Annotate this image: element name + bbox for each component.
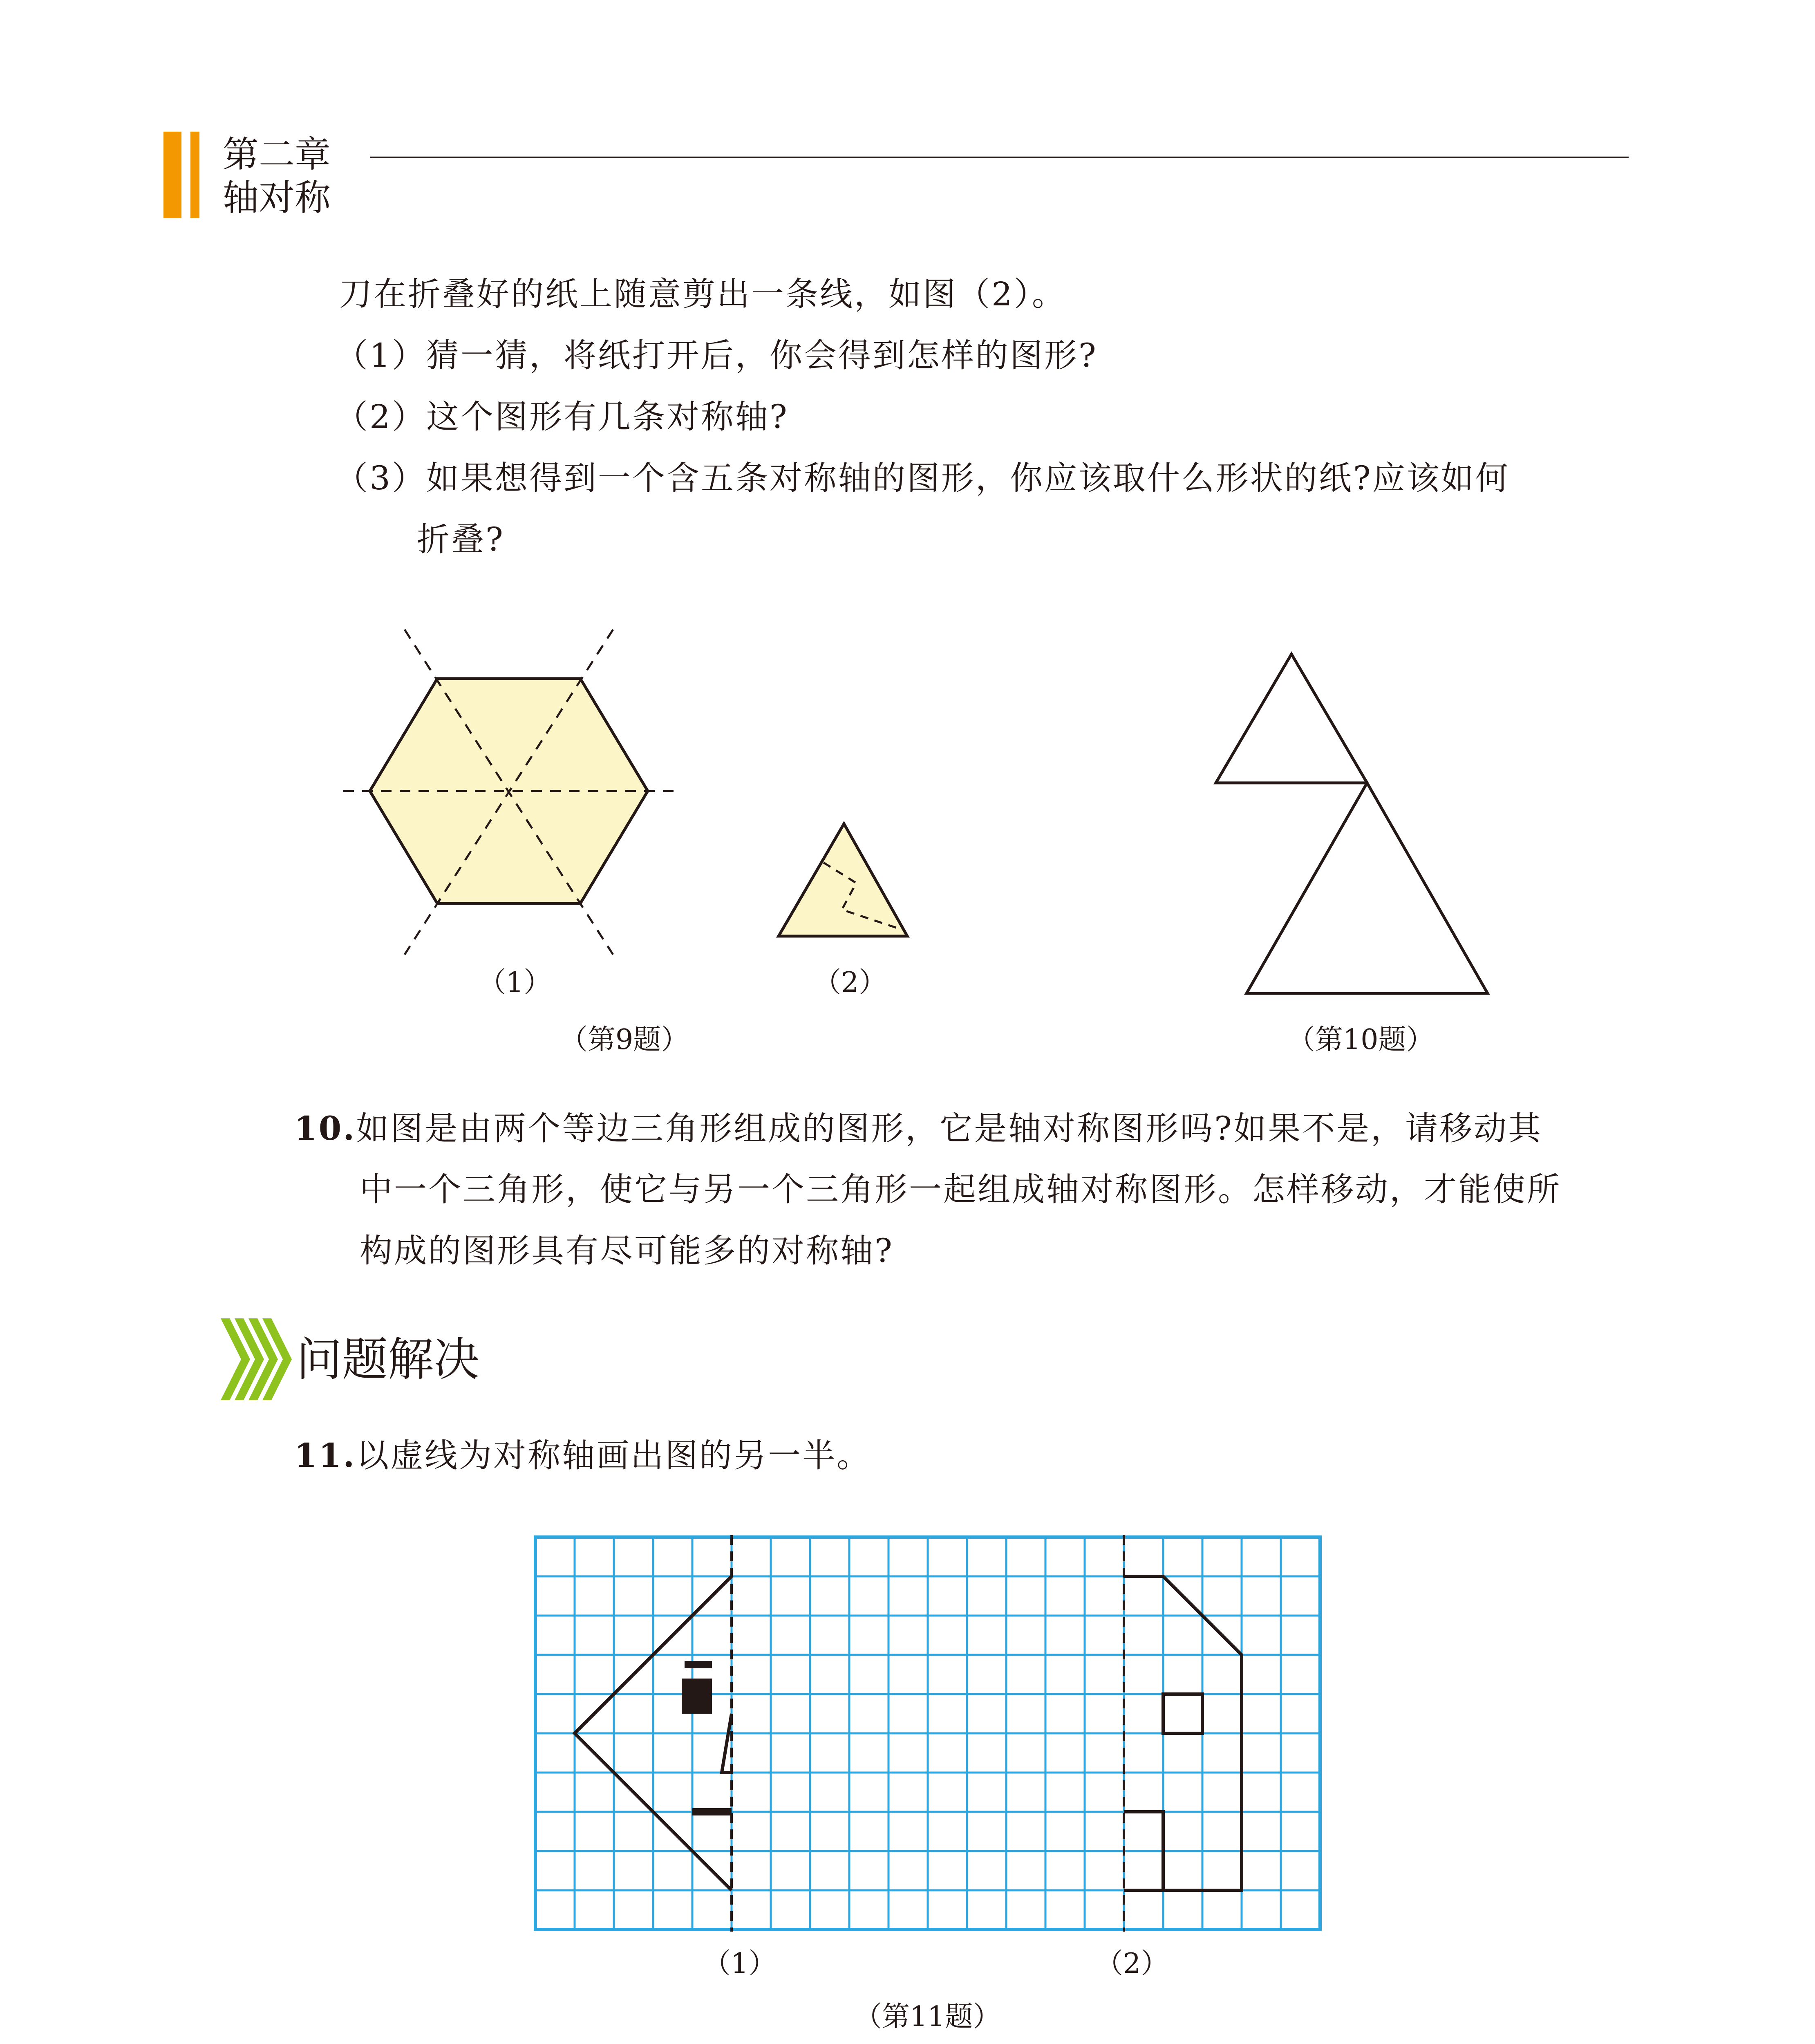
problem9-sub3-line1: （3）如果想得到一个含五条对称轴的图形，你应该取什么形状的纸?应该如何: [335, 459, 1510, 497]
problem9-sub3-line2: 折叠?: [417, 520, 505, 558]
figure11-label-2: （2）: [1095, 1948, 1169, 1980]
figure9-label-1: （1）: [478, 966, 552, 999]
problem10-line3: 构成的图形具有尽可能多的对称轴?: [360, 1232, 894, 1270]
problem11-number: 11.: [294, 1436, 356, 1475]
chapter-title: 轴对称: [223, 177, 331, 219]
figure9-caption: （第9题）: [560, 1024, 689, 1056]
chapter-label: 第二章: [223, 133, 331, 175]
figure11-label-1: （1）: [703, 1948, 777, 1980]
problem10-number: 10.: [294, 1109, 356, 1148]
section-chevron-icon: [221, 1318, 294, 1400]
figure11-grid: [535, 1537, 1320, 1934]
figure11-caption: （第11题）: [854, 2001, 1001, 2033]
problem11-line: [294, 1436, 871, 1475]
problem10-text1: 如图是由两个等边三角形组成的图形，它是轴对称图形吗?如果不是，请移动其: [356, 1109, 1543, 1148]
problem9-line1: 刀在折叠好的纸上随意剪出一条线，如图（2）。: [339, 275, 1066, 313]
figure10-caption: （第10题）: [1287, 1024, 1434, 1056]
problem10-line1: [294, 1109, 1543, 1148]
problem10-line2: 中一个三角形，使它与另一个三角形一起组成轴对称图形。怎样移动，才能使所: [360, 1170, 1561, 1208]
problem9-sub2: （2）这个图形有几条对称轴?: [335, 398, 789, 436]
problem9-sub1: （1）猜一猜，将纸打开后，你会得到怎样的图形?: [335, 336, 1098, 374]
figure9-label-2: （2）: [813, 966, 887, 999]
section-title-problem-solving: 问题解决: [296, 1333, 479, 1386]
problem11-text: 以虚线为对称轴画出图的另一半。: [356, 1437, 871, 1475]
